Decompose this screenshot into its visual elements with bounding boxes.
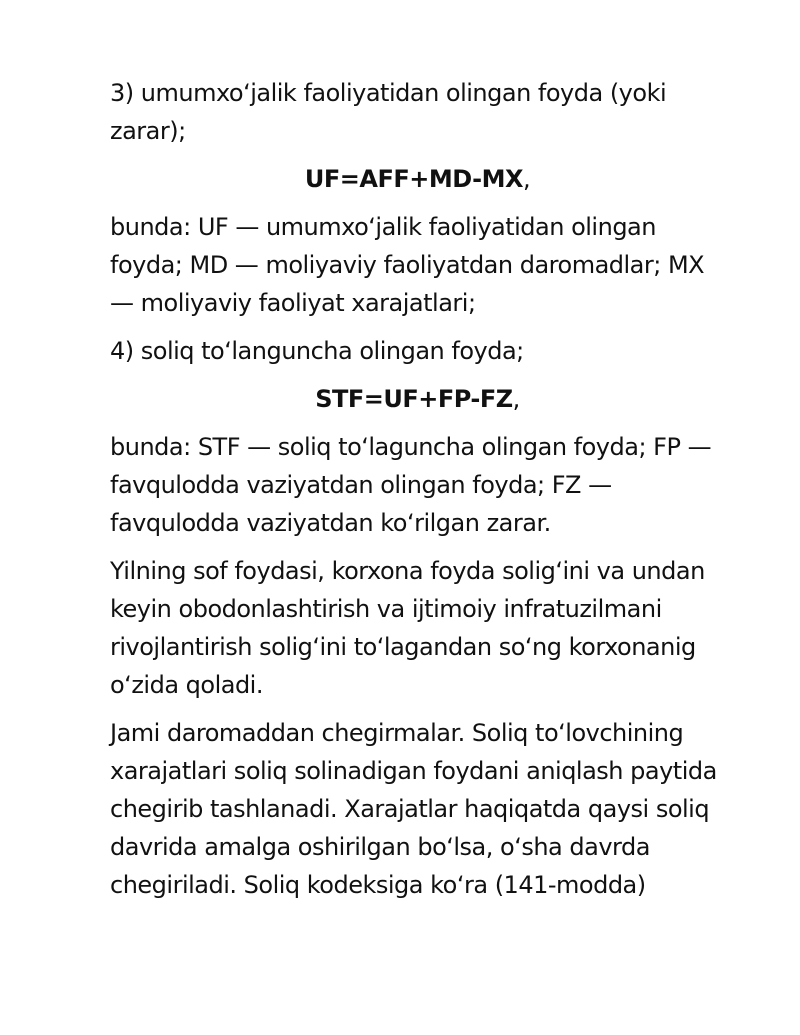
list-item-3: 3) umumxo‘jalik faoliyatidan olingan foyda (yoki zarar); (110, 79, 667, 145)
formula-uf-text: UF=AFF+MD-MX (304, 165, 523, 193)
formula-uf-comma: , (522, 165, 531, 193)
formula-uf (110, 160, 725, 198)
formula-stf-comma: , (512, 385, 520, 413)
list-item-4: 4) soliq to‘languncha olingan foyda; (110, 337, 524, 365)
formula-stf-text: STF=UF+FP-FZ (315, 385, 513, 413)
explanation-stf: bunda: STF — soliq to‘laguncha olingan foyda; FP — favqulodda vaziyatdan olingan foyda; FZ — favqulodda vaziyatdan ko‘rilgan zarar. (110, 433, 712, 537)
document-page (110, 74, 725, 914)
formula-stf (110, 380, 725, 418)
paragraph-net-profit: Yilning sof foydasi, korxona foyda solig‘ini va undan keyin obodonlashtirish va ijtimoiy infratuzilmani rivojlantirish solig‘ini to‘lagandan so‘ng korxonanig o‘zida qoladi. (110, 557, 705, 699)
paragraph-deductions: Jami daromaddan chegirmalar. Soliq to‘lovchining xarajatlari soliq solinadigan foydani aniqlash paytida chegirib tashlanadi. Xarajatlar haqiqatda qaysi soliq davrida amalga oshirilgan bo‘lsa, o‘sha davrda chegiriladi. Soliq kodeksiga ko‘ra (141-modda) (110, 719, 717, 899)
explanation-uf: bunda: UF — umumxo‘jalik faoliyatidan olingan foyda; MD — moliyaviy faoliyatdan daromadlar; MX — moliyaviy faoliyat xarajatlari; (110, 213, 705, 317)
